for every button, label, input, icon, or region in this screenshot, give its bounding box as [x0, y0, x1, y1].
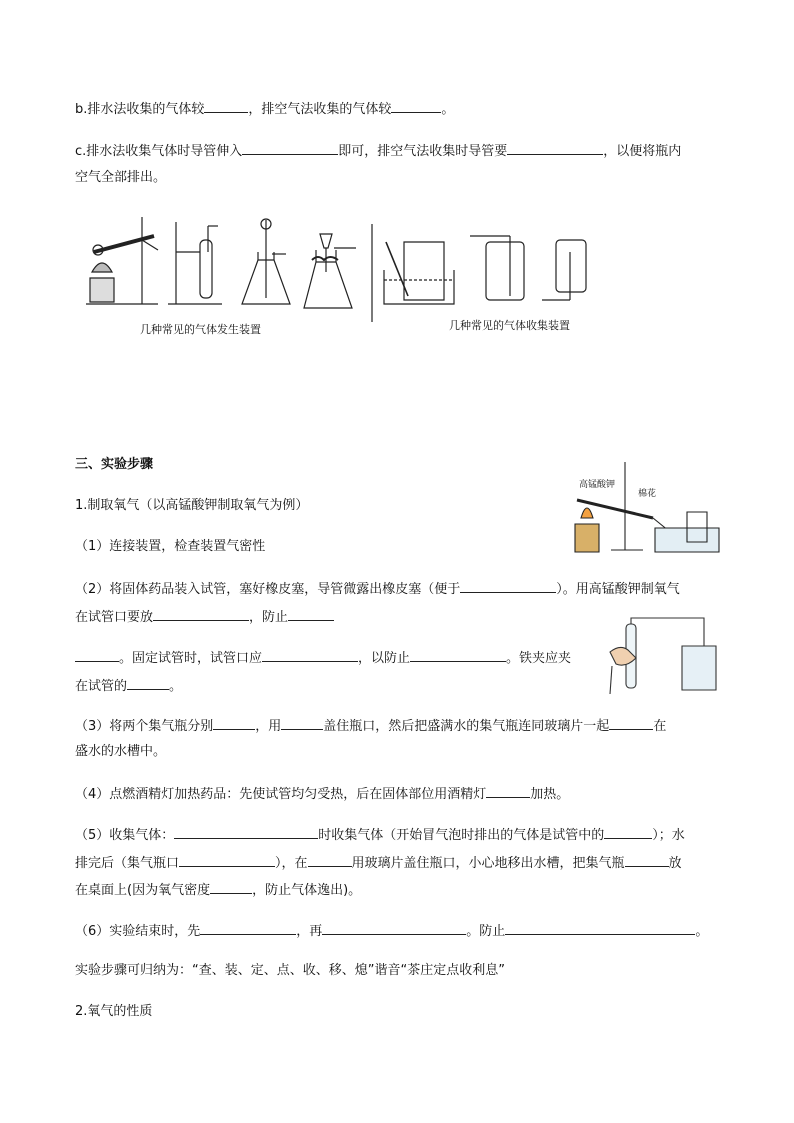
caption-left: 几种常见的气体发生装置 — [140, 323, 261, 336]
airtightness-check-figure — [606, 614, 718, 696]
blank[interactable] — [308, 853, 352, 867]
section-2-title: 2.氧气的性质 — [75, 1004, 153, 1019]
step-3-line2: 盛水的水槽中。 — [75, 744, 167, 759]
blank[interactable] — [127, 676, 169, 690]
caption-right: 几种常见的气体收集装置 — [449, 319, 570, 332]
step-5-line1 — [75, 825, 685, 845]
text: ，防止 — [249, 610, 289, 625]
blank[interactable] — [460, 579, 556, 593]
blank[interactable] — [179, 853, 275, 867]
step-6 — [75, 921, 708, 941]
text: （4）点燃酒精灯加热药品：先使试管均匀受热，后在固体部位用酒精灯 — [75, 787, 487, 802]
step-2-line4 — [75, 676, 182, 696]
text: ），在 — [275, 856, 308, 871]
text: 在桌面上(因为氧气密度 — [75, 883, 211, 898]
line-c — [75, 141, 681, 161]
text: ，再 — [296, 924, 323, 939]
text: 用玻璃片盖住瓶口，小心地移出水槽，把集气瓶 — [351, 856, 625, 871]
blank[interactable] — [609, 716, 653, 730]
blank[interactable] — [505, 921, 695, 935]
text: （5）收集气体： — [75, 828, 175, 843]
step-1-1: （1）连接装置，检查装置气密性 — [75, 539, 266, 554]
blank[interactable] — [153, 607, 249, 621]
step-1-title: 1.制取氧气（以高锰酸钾制取氧气为例） — [75, 498, 309, 513]
text: 加热。 — [530, 787, 570, 802]
step-5-line3 — [75, 880, 361, 900]
text: 放 — [668, 856, 682, 871]
blank[interactable] — [288, 607, 334, 621]
step-5-line2 — [75, 853, 682, 873]
text: c.排水法收集气体时导管伸入 — [75, 144, 243, 159]
step-3-line1 — [75, 716, 666, 736]
step-4 — [75, 784, 569, 804]
blank[interactable] — [213, 716, 255, 730]
summary: 实验步骤可归纳为：“查、装、定、点、收、移、熄”谐音“茶庄定点收利息” — [75, 963, 505, 978]
blank[interactable] — [204, 99, 248, 113]
text: 。 — [169, 679, 183, 694]
text: （2）将固体药品装入试管，塞好橡皮塞，导管微露出橡皮塞（便于 — [75, 582, 461, 597]
apparatus-figure — [72, 212, 592, 330]
blank[interactable] — [242, 141, 338, 155]
blank[interactable] — [391, 99, 441, 113]
kmno4-apparatus — [567, 460, 723, 556]
text: ，以便将瓶内 — [603, 144, 682, 159]
section-heading: 三、实验步骤 — [75, 457, 154, 472]
line-b — [75, 99, 454, 119]
text: ）。用高锰酸钾制氧气 — [556, 582, 680, 597]
text: 。铁夹应夹 — [506, 651, 572, 666]
blank[interactable] — [486, 784, 530, 798]
text: （6）实验结束时，先 — [75, 924, 201, 939]
blank[interactable] — [322, 921, 466, 935]
blank[interactable] — [174, 825, 318, 839]
blank[interactable] — [262, 648, 358, 662]
label-cotton: 棉花 — [638, 489, 657, 499]
text: 盖住瓶口，然后把盛满水的集气瓶连同玻璃片一起 — [323, 719, 610, 734]
text: 。 — [695, 924, 709, 939]
text: ，排空气法收集的气体较 — [248, 102, 392, 117]
blank[interactable] — [604, 825, 652, 839]
text: 即可，排空气法收集时导管要 — [338, 144, 508, 159]
text: 。防止 — [466, 924, 506, 939]
text: 在试管的 — [75, 679, 128, 694]
blank[interactable] — [625, 853, 669, 867]
text: ，防止气体逸出)。 — [252, 883, 362, 898]
text: （3）将两个集气瓶分别 — [75, 719, 214, 734]
step-2-line1 — [75, 579, 680, 599]
step-2-line3 — [75, 648, 571, 668]
blank[interactable] — [281, 716, 323, 730]
blank[interactable] — [410, 648, 506, 662]
text: 。固定试管时，试管口应 — [119, 651, 263, 666]
text: ）；水 — [652, 828, 685, 843]
text: b.排水法收集的气体较 — [75, 102, 205, 117]
blank[interactable] — [200, 921, 296, 935]
text: ，以防止 — [358, 651, 411, 666]
label-kmno4: 高锰酸钾 — [579, 480, 616, 490]
line-c2: 空气全部排出。 — [75, 170, 167, 185]
text: 在试管口要放 — [75, 610, 154, 625]
text: ，用 — [255, 719, 282, 734]
text: 。 — [441, 102, 455, 117]
blank[interactable] — [75, 648, 119, 662]
step-2-line2 — [75, 607, 334, 627]
text: 时收集气体（开始冒气泡时排出的气体是试管中的 — [318, 828, 605, 843]
blank[interactable] — [210, 880, 252, 894]
blank[interactable] — [507, 141, 603, 155]
text: 在 — [653, 719, 667, 734]
text: 排完后（集气瓶口 — [75, 856, 180, 871]
